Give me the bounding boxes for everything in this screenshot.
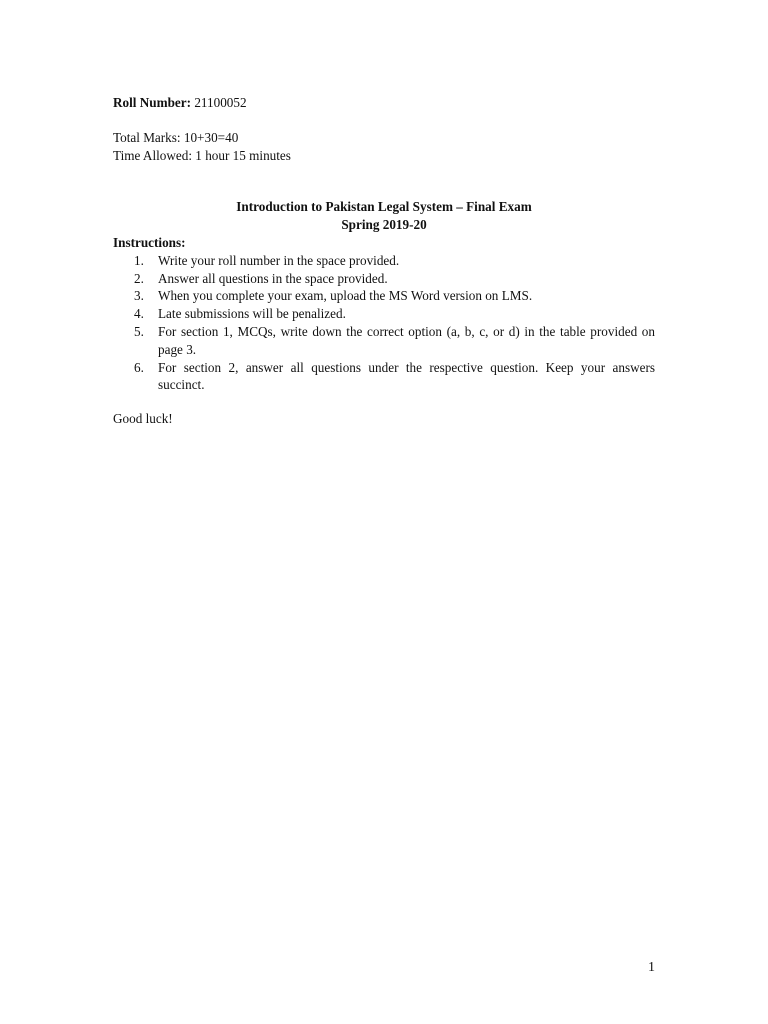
instruction-text: Late submissions will be penalized. xyxy=(158,306,346,322)
page-number: 1 xyxy=(648,960,655,975)
instructions-list xyxy=(113,252,655,394)
instructions-heading: Instructions: xyxy=(113,234,186,250)
instruction-item xyxy=(113,305,655,323)
instruction-text: Write your roll number in the space provided. xyxy=(158,252,400,268)
roll-number-line xyxy=(113,94,655,112)
instruction-number: 1. xyxy=(134,252,144,268)
instruction-item xyxy=(113,270,655,288)
time-allowed: Time Allowed: 1 hour 15 minutes xyxy=(113,147,291,163)
instruction-number: 3. xyxy=(134,288,144,304)
instruction-number: 6. xyxy=(134,359,144,375)
roll-number-value: 21100052 xyxy=(194,95,247,110)
instruction-item xyxy=(113,323,655,359)
instruction-item xyxy=(113,252,655,270)
roll-number-label: Roll Number: xyxy=(113,95,192,110)
instruction-item xyxy=(113,287,655,305)
instruction-text: Answer all questions in the space provided. xyxy=(158,270,388,286)
instruction-number: 4. xyxy=(134,306,144,322)
exam-term: Spring 2019-20 xyxy=(341,217,427,233)
instruction-number: 5. xyxy=(134,323,144,339)
instruction-item xyxy=(113,359,655,395)
total-marks: Total Marks: 10+30=40 xyxy=(113,129,239,145)
instruction-text: For section 2, answer all questions under the respective question. Keep your answers succinct. xyxy=(158,359,655,393)
exam-title: Introduction to Pakistan Legal System – Final Exam xyxy=(236,199,532,215)
instruction-text: For section 1, MCQs, write down the correct option (a, b, c, or d) in the table provided on page 3. xyxy=(158,323,655,357)
page-content xyxy=(113,94,655,428)
instruction-text: When you complete your exam, upload the MS Word version on LMS. xyxy=(158,288,533,304)
instruction-number: 2. xyxy=(134,270,144,286)
closing-text: Good luck! xyxy=(113,411,173,427)
